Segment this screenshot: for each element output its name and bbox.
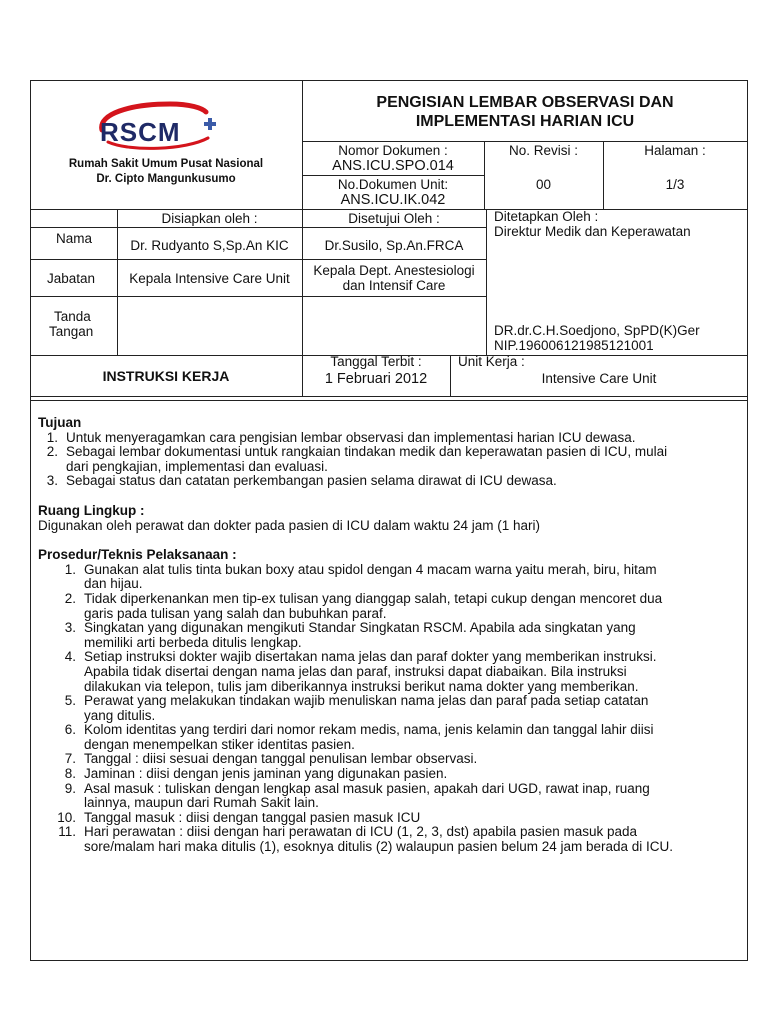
list-item-text: dari pengkajian, implementasi dan evaluasi. [66, 458, 328, 474]
list-item-text: yang ditulis. [84, 707, 156, 723]
list-item-number: 11. [58, 824, 76, 840]
list-item-text: Singkatan yang digunakan mengikuti Standar Singkatan RSCM. Apabila ada singkatan yang [84, 620, 636, 636]
list-item-number: 3. [64, 620, 76, 636]
approved-position-2: dan Intensif Care [342, 278, 446, 293]
procedure-heading: Prosedur/Teknis Pelaksanaan : [38, 547, 237, 563]
divider [302, 175, 484, 176]
divider [30, 227, 486, 228]
border-bottom [30, 960, 748, 961]
border-top [30, 80, 748, 81]
list-item-number: 1. [64, 561, 76, 577]
list-item-number: 3. [46, 473, 58, 489]
set-by-label: Ditetapkan Oleh : [494, 209, 599, 224]
list-item-text: dilakukan via telepon, tulis jam diberikannya instruksi berikut nama dokter yang memberikan. [84, 678, 639, 694]
document-body [38, 416, 728, 855]
divider [30, 259, 486, 260]
list-item-text: Gunakan alat tulis tinta bukan boxy atau spidol dengan 4 macam warna yaitu merah, biru, hitam [84, 561, 657, 577]
list-item-text: sore/malam hari maka ditulis (1), esoknya ditulis (2) walaupun pasien belum 24 jam berada di ICU. [84, 839, 674, 855]
approved-name: Dr.Susilo, Sp.An.FRCA [324, 238, 464, 253]
list-item-text: Jaminan : diisi dengan jenis jaminan yang digunakan pasien. [84, 766, 448, 782]
scope-heading: Ruang Lingkup : [38, 502, 145, 518]
approved-by-label: Disetujui Oleh : [348, 211, 440, 226]
revision-label: No. Revisi : [508, 143, 579, 158]
rscm-logo [90, 96, 230, 156]
list-item-text: Sebagai lembar dokumentasi untuk rangkaian tindakan medik dan keperawatan pasien di ICU, mulai [66, 444, 668, 460]
issue-date-label: Tanggal Terbit : [330, 354, 422, 369]
prepared-by-label: Disiapkan oleh : [161, 211, 258, 226]
list-item [38, 752, 728, 767]
purpose-heading: Tujuan [38, 415, 82, 430]
border-left [30, 80, 31, 961]
doc-number-value: ANS.ICU.SPO.014 [332, 158, 454, 174]
list-item [38, 811, 728, 826]
list-item-number: 1. [46, 429, 58, 445]
set-by-nip: NIP.196006121985121001 [494, 338, 654, 353]
revision-value: 00 [535, 177, 552, 192]
work-unit-value: Intensive Care Unit [541, 371, 657, 386]
list-item-number: 7. [64, 751, 76, 767]
list-item [38, 621, 728, 650]
list-item-text: Apabila tidak disertai dengan nama jelas dan paraf, instruksi dapat diabaikan. Bila instruksi [84, 663, 627, 679]
list-item [38, 825, 728, 854]
issue-date-value: 1 Februari 2012 [324, 371, 428, 387]
list-item-text: Tidak diperkenankan men tip-ex tulisan yang dianggap salah, tetapi cukup dengan mencoret dua [84, 590, 663, 606]
list-item-number: 9. [64, 780, 76, 796]
signature-label-2: Tangan [49, 324, 94, 339]
list-item-number: 10. [57, 809, 76, 825]
procedure-list [38, 563, 728, 855]
list-item-text: Sebagai status dan catatan perkembangan pasien selama dirawat di ICU dewasa. [66, 473, 557, 489]
list-item-text: Asal masuk : tuliskan dengan lengkap asal masuk pasien, apakah dari UGD, rawat inap, ruang [84, 780, 650, 796]
list-item-number: 8. [64, 766, 76, 782]
list-item-text: lainnya, maupun dari Rumah Sakit lain. [84, 795, 319, 811]
work-unit-label: Unit Kerja : [458, 354, 525, 369]
list-item [38, 650, 728, 694]
border-right [747, 80, 748, 961]
document-title-2: IMPLEMENTASI HARIAN ICU [415, 113, 635, 130]
list-item [38, 767, 728, 782]
page-value: 1/3 [665, 177, 685, 192]
list-item [38, 474, 728, 489]
list-item-number: 2. [64, 590, 76, 606]
list-item-text: Perawat yang melakukan tindakan wajib menuliskan nama jelas dan paraf pada setiap catatan [84, 693, 649, 709]
set-by-role: Direktur Medik dan Keperawatan [494, 224, 691, 239]
list-item-text: Hari perawatan : diisi dengan hari perawatan di ICU (1, 2, 3, dst) apabila pasien masuk pada [84, 824, 638, 840]
approved-position: Kepala Dept. Anestesiologi [313, 263, 475, 278]
divider [486, 209, 487, 356]
page-label: Halaman : [644, 143, 706, 158]
hospital-name-2: Dr. Cipto Mangunkusumo [96, 173, 236, 185]
unit-doc-label: No.Dokumen Unit: [337, 177, 449, 192]
list-item [38, 782, 728, 811]
list-item-text: dan hijau. [84, 576, 143, 592]
list-item [38, 431, 728, 446]
divider [30, 209, 748, 210]
list-item [38, 563, 728, 592]
list-item-text: Tanggal : diisi sesuai dengan tanggal penulisan lembar observasi. [84, 751, 478, 767]
list-item-number: 4. [64, 649, 76, 665]
list-item-number: 2. [46, 444, 58, 460]
list-item-number: 5. [64, 693, 76, 709]
list-item-text: Setiap instruksi dokter wajib disertakan nama jelas dan paraf dokter yang memberikan instruksi. [84, 649, 657, 665]
list-item-text: dengan menempelkan stiker identitas pasien. [84, 736, 355, 752]
document-title: PENGISIAN LEMBAR OBSERVASI DAN [376, 94, 674, 111]
hospital-name: Rumah Sakit Umum Pusat Nasional [68, 158, 264, 170]
doc-number-label: Nomor Dokumen : [338, 143, 448, 158]
prepared-name: Dr. Rudyanto S,Sp.An KIC [130, 238, 289, 253]
list-item [38, 723, 728, 752]
list-item-text: garis pada tulisan yang salah dan bubuhkan paraf. [84, 605, 387, 621]
list-item-number: 6. [64, 722, 76, 738]
scope-text: Digunakan oleh perawat dan dokter pada pasien di ICU dalam waktu 24 jam (1 hari) [38, 517, 541, 533]
list-item-text: Tanggal masuk : diisi dengan tanggal pasien masuk ICU [84, 809, 421, 825]
unit-doc-value: ANS.ICU.IK.042 [340, 192, 446, 208]
logo-text: RSCM [100, 117, 181, 147]
divider [30, 400, 748, 401]
purpose-list [38, 431, 728, 489]
name-label: Nama [56, 231, 93, 246]
divider [30, 396, 748, 397]
list-item-text: Untuk menyeragamkan cara pengisian lembar observasi dan implementasi harian ICU dewasa. [66, 429, 636, 445]
list-item [38, 694, 728, 723]
document-type: INSTRUKSI KERJA [102, 368, 230, 384]
prepared-position: Kepala Intensive Care Unit [129, 271, 290, 286]
list-item-text: Kolom identitas yang terdiri dari nomor rekam medis, nama, jenis kelamin dan tanggal lahir diisi [84, 722, 654, 738]
divider [302, 141, 748, 142]
list-item-text: memiliki arti berbeda ditulis lengkap. [84, 634, 302, 650]
position-label: Jabatan [47, 271, 96, 286]
signature-label: Tanda [54, 309, 91, 324]
list-item [38, 445, 728, 474]
list-item [38, 592, 728, 621]
divider [30, 296, 486, 297]
set-by-name: DR.dr.C.H.Soedjono, SpPD(K)Ger [494, 323, 700, 338]
